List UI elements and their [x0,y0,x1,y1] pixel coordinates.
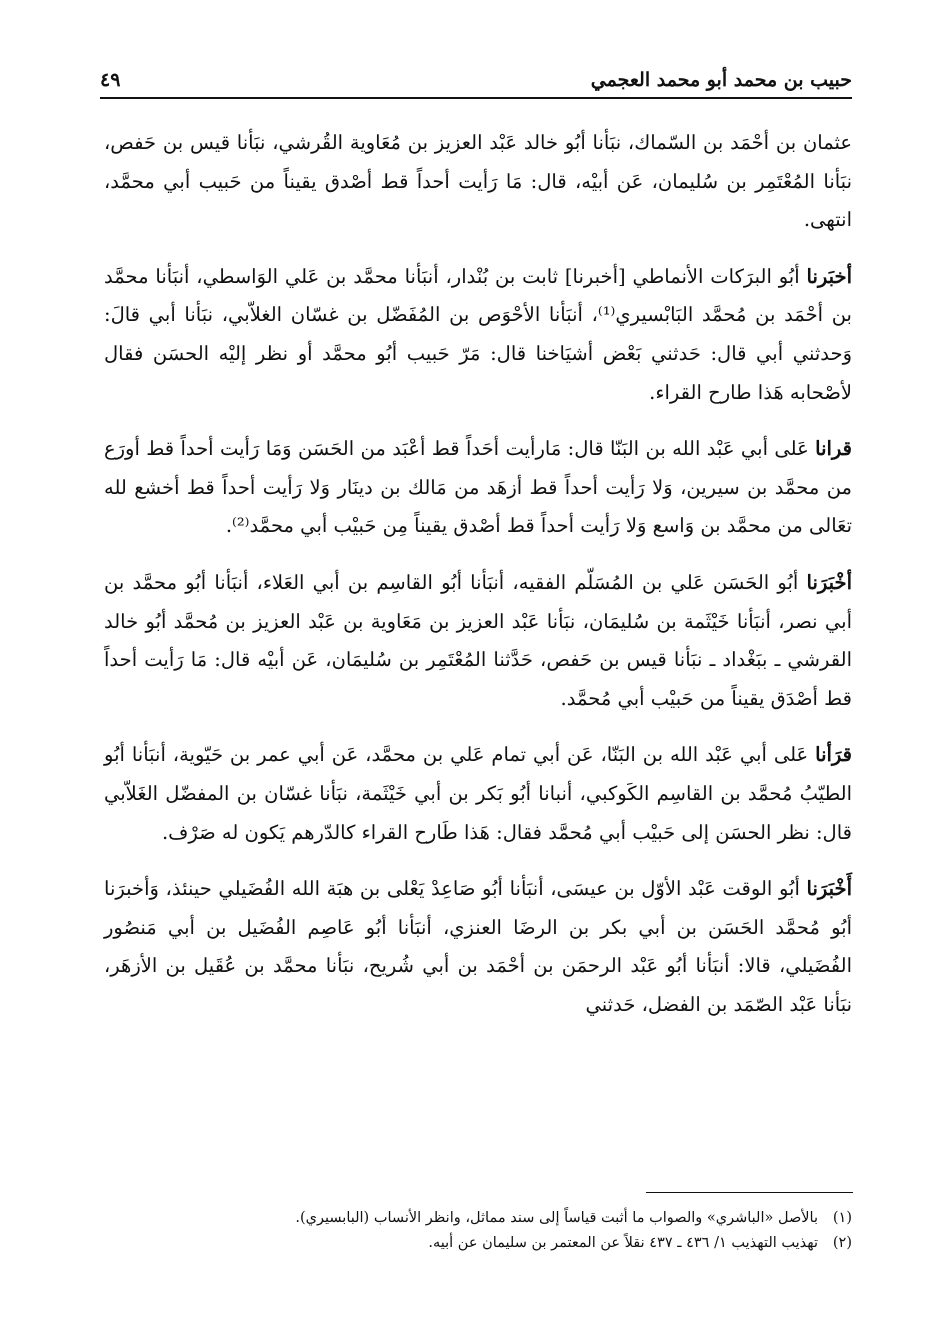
paragraph-lead: أخبَرنا [806,264,852,288]
paragraph-3 [104,430,852,546]
footnote-number: (١) [832,1210,852,1226]
footnote-text: بالأصل «الباشري» والصواب ما أثبت قياساً إلى سند مماثل، وانظر الأنساب (البابسيري). [295,1210,818,1226]
paragraph-6 [104,870,852,1024]
header-divider [100,97,852,99]
paragraph-text: عَلى أبي عَبْد الله بن البَنّا قال: مَارأيت أحَداً قط أعْبَد من الحَسَن وَمَا رَأيت أحداً قط أورَع من محمَّد بن سيرين، وَلا رَأيت أحداً قط أزهَد من مَالك بن دينَار وَلا رَأيت أحداً قط أخشع لله تعَالى من محمَّد بن وَاسع وَلا رَأيت أحداً قط أصْدق يقيناً مِن حَبيْب أبي محمَّد⁽²⁾. [104,437,852,538]
paragraph-4 [104,564,852,718]
footnote-text: تهذيب التهذيب ١/ ٤٣٦ ـ ٤٣٧ نقلاً عن المعتمر بن سليمان عن أبيه. [428,1235,818,1251]
paragraph-lead: قرانا [815,437,852,461]
paragraph-text: أبُو الحَسَن عَلي بن المُسَلّم الفقيه، أنبَأنا أبُو القاسِم بن أبي العَلاء، أنبَأنا أبُو محمَّد بن أبي نصر، أنبَأنا خَيْثَمة بن سُليمَان، نبَأنا عَبْد العزيز بن مَعَاوية بن عَبْد العزيز بن مُحمَّد أبُو خالد القرشي ـ ببَغْداد ـ نبَأنا قيس بن حَفص، حَدَّثنا المُعْتَمِر بن سُليمَان، عَن أبيْه قال: مَا رَأيت أحداً قط أصْدَق يقيناً من حَبيْب أبي مُحمَّد. [104,570,852,710]
paragraph-text: عَلى أبي عَبْد الله بن البَنّا، عَن أبي تمام عَلي بن محمَّد، عَن أبي عمر بن حَيّوية، أنبَأنا أبُو الطيّبُ مُحمَّد بن القاسِم الكَوكبي، أنبانا أبُو بَكر بن أبي خَيْثَمة، نبَأنا غسّان بن المفضّل الغَلاّبي قال: نظر الحسَن إلى حَبيْب أبي مُحمَّد فقال: هَذا طَارح القراء كالدّرهم يَكون له صَرْف. [104,743,852,844]
page-header [100,58,852,94]
footnote-number: (٢) [832,1235,852,1251]
footnote-1 [104,1206,852,1231]
page-number: ٤٩ [100,69,121,91]
paragraph-lead: أَخْبَرَنا [806,877,852,901]
paragraph-2 [104,258,852,412]
paragraph-lead: قرَأنا [815,743,852,767]
footnotes [104,1206,852,1256]
paragraph-lead: أخْبَرَنا [806,570,852,594]
main-text [104,124,852,1042]
paragraph-text: أبُو البرَكات الأنماطي [أخبرنا] ثابت بن بُنْدار، أنبَأنا محمَّد بن عَلي الوَاسطي، أنبَأنا محمَّد بن أحْمَد بن مُحمَّد البَابْسيري⁽¹⁾، أنبَأنا الأحْوَص بن المُفَضّل بن غسّان الغلاّبي، نبَأنا أبي قالَ: وَحدثني أبي قال: حَدثني بَعْض أشيَاخنا قال: مَرّ حَبيب أبُو محمَّد أو نظر إليْه الحسَن فقال لأصْحابه هَذا طارح القراء. [104,264,852,404]
paragraph-1 [104,124,852,240]
footnote-divider [646,1192,853,1193]
paragraph-5 [104,736,852,852]
paragraph-text: أبُو الوقت عَبْد الأوّل بن عيسَى، أنبَأنا أبُو صَاعِدْ يَعْلى بن هبَة الله الفُضَيلي حينئذ، وَأخبرَنا أبُو مُحمَّد الحَسَن بن أبي بكر بن الرضَا العنزي، أنبَأنا أبُو عَاصِم الفُضَيل بن أبي مَنصُور الفُضَيلي، قالا: أنبَأنا أبُو عَبْد الرحمَن بن أحْمَد بن أبي شُريح، نبَأنا محمَّد بن عُقَيل بن الأزهَر، نبَأنا عَبْد الصّمَد بن الفضل، حَدثني [104,877,852,1016]
paragraph-text: عثمان بن أحْمَد بن السّماك، نبَأنا أبُو خالد عَبْد العزيز بن مُعَاوية القُرشي، نبَأنا قيس بن حَفص، نبَأنا المُعْتَمِر بن سُليمان، عَن أبيْه، قال: مَا رَأيت أحداً قط أصْدق يقيناً من حَبيب أبي محمَّد، انتهى. [104,131,852,232]
footnote-2 [104,1231,852,1256]
running-title: حبيب بن محمد أبو محمد العجمي [590,69,852,91]
